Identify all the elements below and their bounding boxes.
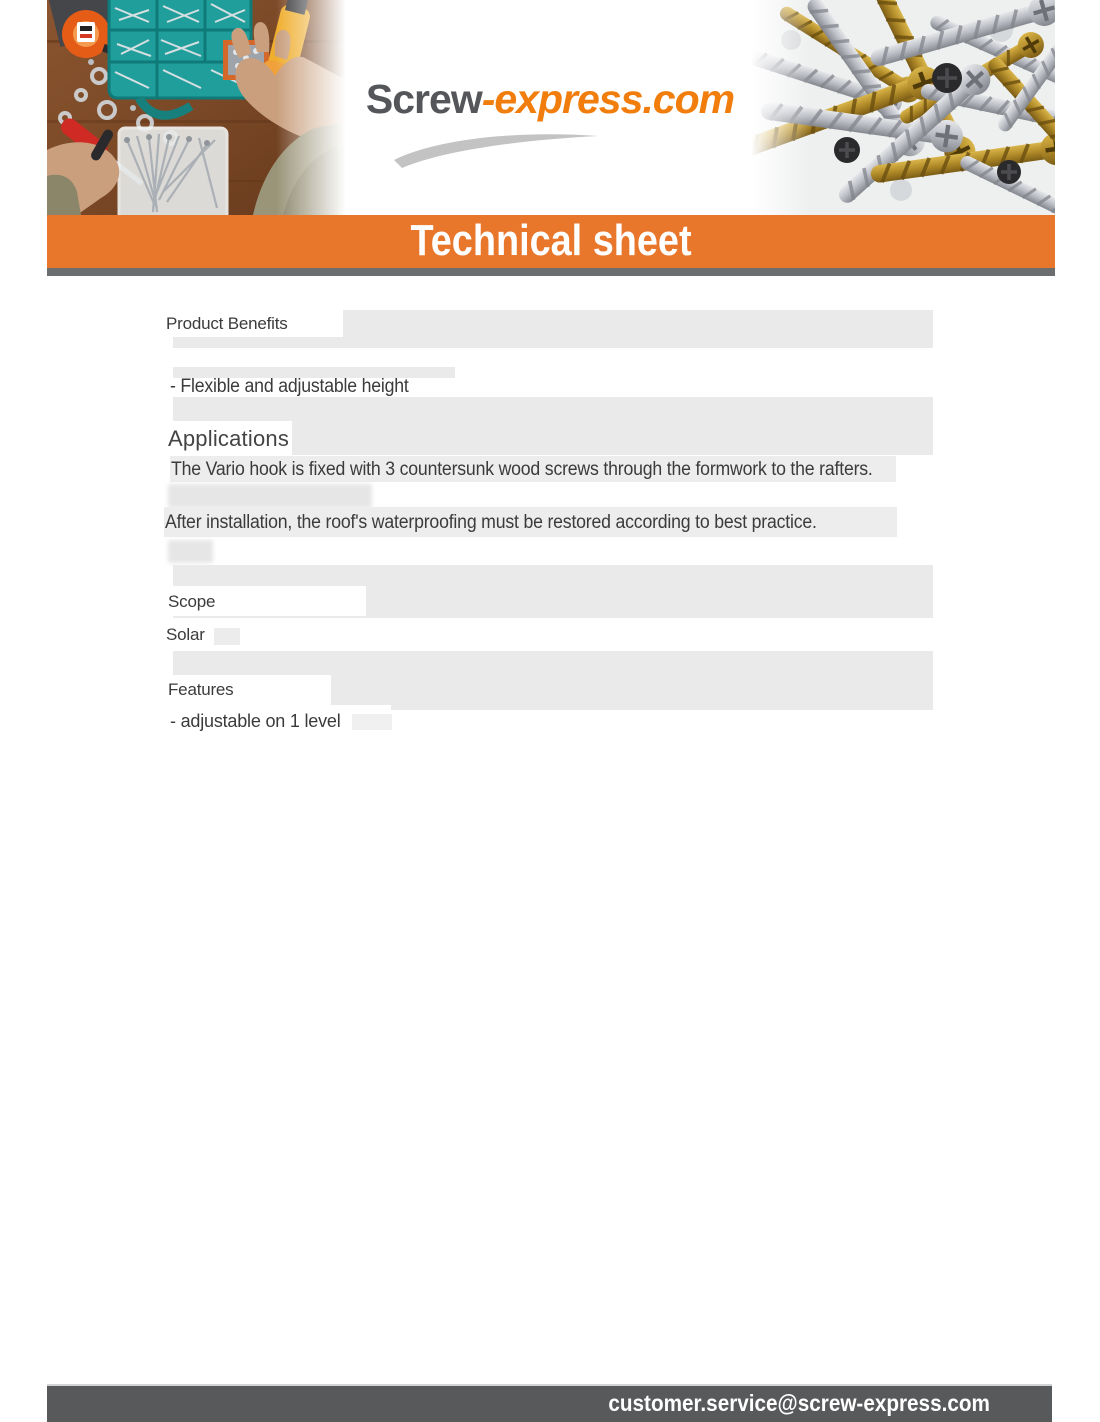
applications-paragraph-1: The Vario hook is fixed with 3 countersunk wood screws through the formwork to the rafters. <box>171 459 873 480</box>
banner-title: Technical sheet <box>410 216 692 265</box>
technical-sheet-banner <box>47 215 1055 268</box>
footer-bar <box>47 1384 1052 1422</box>
customer-service-email: customer.service@screw-express.com <box>608 1390 990 1416</box>
applications-paragraph-2: After installation, the roof's waterproofing must be restored according to best practice. <box>165 512 817 533</box>
brand-logo-secondary: -express.com <box>481 76 735 122</box>
brand-logo <box>0 76 1100 123</box>
applications-heading: Applications <box>168 426 290 451</box>
logo-swoosh <box>392 128 600 168</box>
features-heading: Features <box>168 680 234 699</box>
banner-underline-rule <box>47 268 1055 276</box>
gray-smudge <box>352 714 392 730</box>
blurred-text-remnant <box>168 540 213 563</box>
scope-heading: Scope <box>168 592 216 611</box>
brand-logo-primary: Screw <box>365 76 482 122</box>
product-benefits-heading: Product Benefits <box>166 314 288 333</box>
blurred-text-remnant <box>168 484 372 508</box>
scope-value: Solar <box>166 625 205 644</box>
gray-smudge <box>214 628 240 645</box>
feature-item: - adjustable on 1 level <box>170 711 341 731</box>
benefit-item: - Flexible and adjustable height <box>170 376 409 397</box>
